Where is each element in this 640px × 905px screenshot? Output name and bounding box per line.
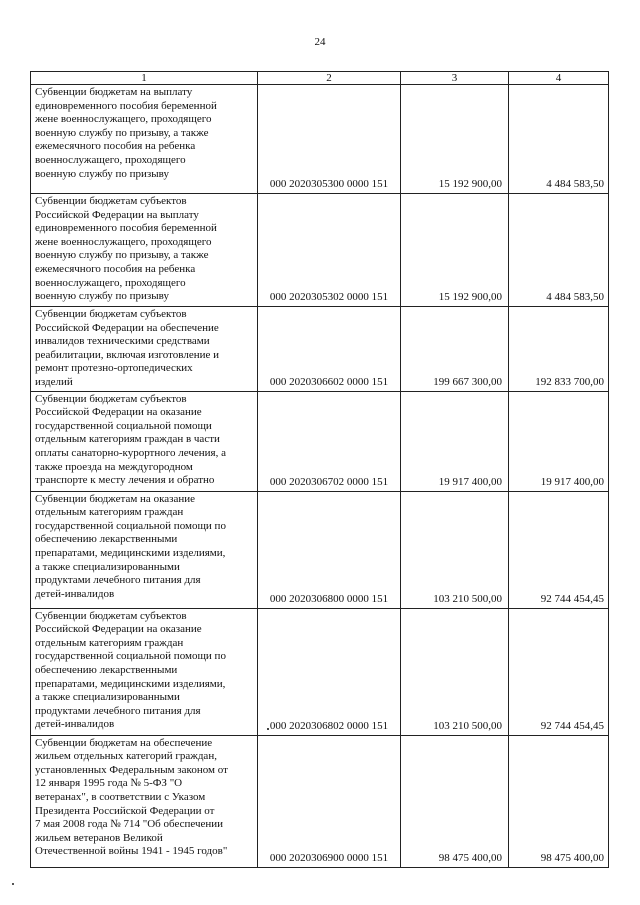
table-row [31,307,609,392]
row-amount-plan: 103 210 500,00 [401,491,509,608]
table-row [31,194,609,307]
row-budget-code: 000 2020306802 0000 151 [258,608,401,735]
row-amount-plan: 199 667 300,00 [401,307,509,392]
row-budget-code: 000 2020306900 0000 151 [258,735,401,867]
row-budget-code: 000 2020306800 0000 151 [258,491,401,608]
header-col-1: 1 [31,72,258,85]
subventions-table [30,71,609,868]
row-description: Субвенции бюджетам субъектов Российской Федерации на оказание государственной социальной помощи отдельным категориям граждан в части оплаты санаторно-курортного лечения, а также проезда на междугородном транспорте к месту лечения и обратно [31,391,258,491]
table-row [31,85,609,194]
row-amount-actual: 19 917 400,00 [509,391,609,491]
scan-speck [12,883,14,885]
header-row [31,72,609,85]
row-amount-plan: 15 192 900,00 [401,194,509,307]
row-amount-actual: 4 484 583,50 [509,194,609,307]
header-col-4: 4 [509,72,609,85]
table-body [31,85,609,868]
row-amount-actual: 4 484 583,50 [509,85,609,194]
row-description: Субвенции бюджетам субъектов Российской Федерации на оказание отдельным категориям граждан государственной социальной помощи по обеспечению лекарственными препаратами, медицинскими изделиями, а также специализированными продуктами лечебного питания для детей-инвалидов [31,608,258,735]
row-budget-code: 000 2020306602 0000 151 [258,307,401,392]
table-row [31,735,609,867]
page-number: 24 [314,36,326,48]
row-amount-plan: 15 192 900,00 [401,85,509,194]
table-header [31,72,609,85]
table-row [31,491,609,608]
row-description: Субвенции бюджетам на выплату единовременного пособия беременной жене военнослужащего, проходящего военную службу по призыву, а также ежемесячного пособия на ребенка военнослужащего, проходящего военную службу по призыву [31,85,258,194]
row-amount-plan: 19 917 400,00 [401,391,509,491]
row-amount-plan: 98 475 400,00 [401,735,509,867]
row-budget-code: 000 2020305302 0000 151 [258,194,401,307]
row-amount-actual: 192 833 700,00 [509,307,609,392]
header-col-3: 3 [401,72,509,85]
table-row [31,608,609,735]
row-description: Субвенции бюджетам на обеспечение жильем отдельных категорий граждан, установленных Федеральным законом от 12 января 1995 года № 5-ФЗ "О ветеранах", в соответствии с Указом Президента Российской Федерации от 7 мая 2008 года № 714 "Об обеспечении жильем ветеранов Великой Отечественной войны 1941 - 1945 годов" [31,735,258,867]
row-amount-actual: 92 744 454,45 [509,491,609,608]
row-budget-code: 000 2020306702 0000 151 [258,391,401,491]
row-budget-code: 000 2020305300 0000 151 [258,85,401,194]
row-amount-plan: 103 210 500,00 [401,608,509,735]
header-col-2: 2 [258,72,401,85]
row-description: Субвенции бюджетам на оказание отдельным категориям граждан государственной социальной помощи по обеспечению лекарственными препаратами, медицинскими изделиями, а также специализированными продуктами лечебного питания для детей-инвалидов [31,491,258,608]
table-row [31,391,609,491]
row-description: Субвенции бюджетам субъектов Российской Федерации на выплату единовременного пособия беременной жене военнослужащего, проходящего военную службу по призыву, а также ежемесячного пособия на ребенка военнослужащего, проходящего военную службу по призыву [31,194,258,307]
row-amount-actual: 92 744 454,45 [509,608,609,735]
row-amount-actual: 98 475 400,00 [509,735,609,867]
row-description: Субвенции бюджетам субъектов Российской Федерации на обеспечение инвалидов техническими средствами реабилитации, включая изготовление и ремонт протезно-ортопедических изделий [31,307,258,392]
scan-speck [267,728,269,730]
